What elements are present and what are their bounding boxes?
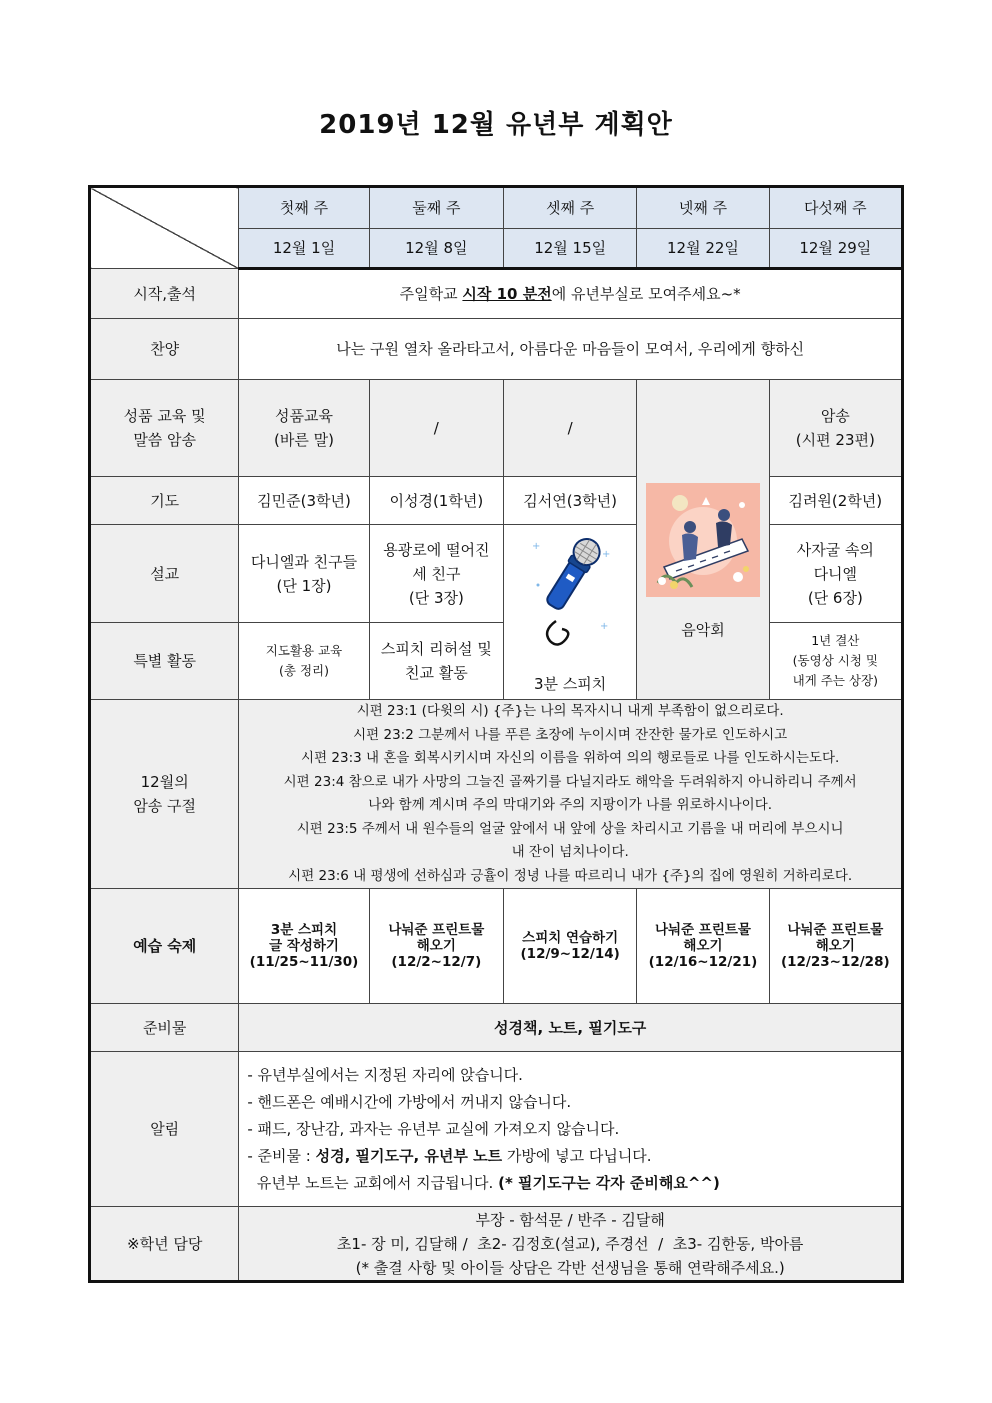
special-week-2: 스피치 리허설 및 친교 활동 <box>369 623 503 700</box>
praise-label: 찬양 <box>90 319 239 380</box>
notice-text: - 유년부실에서는 지정된 자리에 앉습니다. - 핸드폰은 예배시간에 가방에서 꺼내지 않습니다. - 패드, 장난감, 과자는 유년부 교실에 가져오지 않습니다. - 준비물 : 성경, 필기도구, 유년부 노트 가방에 넣고 다닙니다. 유년부 노트는 교회에서 지급됩니다. (* 필기도구는 각자 준비해요^^) <box>239 1052 903 1207</box>
corner-diagonal-cell <box>90 187 239 269</box>
homework-week-5: 나눠준 프린트물 해오기 (12/23~12/28) <box>769 889 902 1004</box>
verse-line: 시편 23:5 주께서 내 원수들의 얼굴 앞에서 내 앞에 상을 차리시고 기름을 내 머리에 부으시니 <box>296 820 844 837</box>
character-row <box>90 380 903 477</box>
notice-label: 알림 <box>90 1052 239 1207</box>
svg-text:+: + <box>602 549 611 560</box>
week-4-header: 넷째 주 <box>637 187 769 229</box>
verses-row <box>90 700 903 889</box>
character-week-2: / <box>369 380 503 477</box>
verse-line: 시편 23:3 내 혼을 회복시키시며 자신의 이름을 위하여 의의 행로들로 나를 인도하시는도다. <box>301 750 840 766</box>
staff-label: ※학년 담당 <box>90 1207 239 1282</box>
notice-row <box>90 1052 903 1207</box>
sermon-week-5: 사자굴 속의 다니엘 (단 6장) <box>769 525 902 623</box>
sermon-label: 설교 <box>90 525 239 623</box>
week-header-row <box>90 187 903 229</box>
homework-week-4: 나눠준 프린트물 해오기 (12/16~12/21) <box>637 889 769 1004</box>
special-week-1: 지도활용 교육 (총 정리) <box>239 623 369 700</box>
week-1-header: 첫째 주 <box>239 187 369 229</box>
prayer-week-2: 이성경(1학년) <box>369 477 503 525</box>
verses-text <box>239 700 903 889</box>
concert-cell <box>637 380 769 700</box>
attendance-text: 주일학교 시작 10 분전에 유년부실로 모여주세요~* <box>239 269 903 319</box>
character-week-3: / <box>504 380 637 477</box>
sermon-week-2: 용광로에 떨어진 세 친구 (단 3장) <box>369 525 503 623</box>
praise-text: 나는 구원 열차 올라타고서, 아름다운 마음들이 모여서, 우리에게 향하신 <box>239 319 903 380</box>
homework-week-3: 스피치 연습하기 (12/9~12/14) <box>504 889 637 1004</box>
praise-row <box>90 319 903 380</box>
speech-cell <box>504 525 637 700</box>
svg-text:+: + <box>600 621 609 632</box>
homework-week-2: 나눠준 프린트물 해오기 (12/2~12/7) <box>369 889 503 1004</box>
homework-label: 예습 숙제 <box>90 889 239 1004</box>
svg-text:+: + <box>532 541 541 552</box>
speech-label: 3분 스피치 <box>534 675 607 693</box>
verse-line: 시편 23:4 참으로 내가 사망의 그늘진 골짜기를 다닐지라도 해악을 두려워하지 아니하리니 주께서 <box>283 773 857 790</box>
homework-week-1: 3분 스피치 글 작성하기 (11/25~11/30) <box>239 889 369 1004</box>
verse-line: 내 잔이 넘치나이다. <box>511 844 629 860</box>
character-label: 성품 교육 및 말씀 암송 <box>90 380 239 477</box>
special-activity-label: 특별 활동 <box>90 623 239 700</box>
character-week-5: 암송 (시편 23편) <box>769 380 902 477</box>
concert-label: 음악회 <box>681 621 725 639</box>
sermon-row <box>90 525 903 623</box>
verse-line: 시편 23:1 (다윗의 시) {주}는 나의 목자시니 내게 부족함이 없으리로다. <box>356 703 784 719</box>
week-2-header: 둘째 주 <box>369 187 503 229</box>
supplies-text: 성경책, 노트, 필기도구 <box>239 1004 903 1052</box>
verses-label: 12월의 암송 구절 <box>90 700 239 889</box>
week-5-header: 다섯째 주 <box>769 187 902 229</box>
week-1-date: 12월 1일 <box>239 229 369 269</box>
sermon-week-1: 다니엘과 친구들 (단 1장) <box>239 525 369 623</box>
week-5-date: 12월 29일 <box>769 229 902 269</box>
verse-line: 나와 함께 계시며 주의 막대기와 주의 지팡이가 나를 위로하시나이다. <box>368 797 773 813</box>
prayer-week-1: 김민준(3학년) <box>239 477 369 525</box>
special-week-5: 1년 결산 (동영상 시청 및 내게 주는 상장) <box>769 623 902 700</box>
microphone-icon <box>526 529 614 653</box>
homework-row <box>90 889 903 1004</box>
week-4-date: 12월 22일 <box>637 229 769 269</box>
prayer-label: 기도 <box>90 477 239 525</box>
plan-table <box>88 185 904 1283</box>
prayer-week-5: 김려원(2학년) <box>769 477 902 525</box>
verse-line: 시편 23:2 그분께서 나를 푸른 초장에 누이시며 잔잔한 물가로 인도하시고 <box>353 726 788 743</box>
verse-line: 시편 23:6 내 평생에 선하심과 긍휼이 정녕 나를 따르리니 내가 {주}의 집에 영원히 거하리로다. <box>288 867 853 884</box>
page-title: 2019년 12월 유년부 계획안 <box>319 110 673 140</box>
supplies-row <box>90 1004 903 1052</box>
week-3-header: 셋째 주 <box>504 187 637 229</box>
character-week-1: 성품교육 (바른 말) <box>239 380 369 477</box>
prayer-week-3: 김서연(3학년) <box>504 477 637 525</box>
supplies-label: 준비물 <box>90 1004 239 1052</box>
attendance-label: 시작,출석 <box>90 269 239 319</box>
week-3-date: 12월 15일 <box>504 229 637 269</box>
prayer-row <box>90 477 903 525</box>
attendance-row <box>90 269 903 319</box>
staff-text: 부장 - 함석문 / 반주 - 김달해 초1- 장 미, 김달해 / 초2- 김정호(설교), 주경선 / 초3- 김한동, 박아름 (* 출결 사항 및 아이들 상담은 각반 선생님을 통해 연락해주세요.) <box>239 1207 903 1282</box>
week-2-date: 12월 8일 <box>369 229 503 269</box>
staff-row <box>90 1207 903 1282</box>
music-illustration-icon <box>646 483 760 597</box>
special-activity-row <box>90 623 903 700</box>
